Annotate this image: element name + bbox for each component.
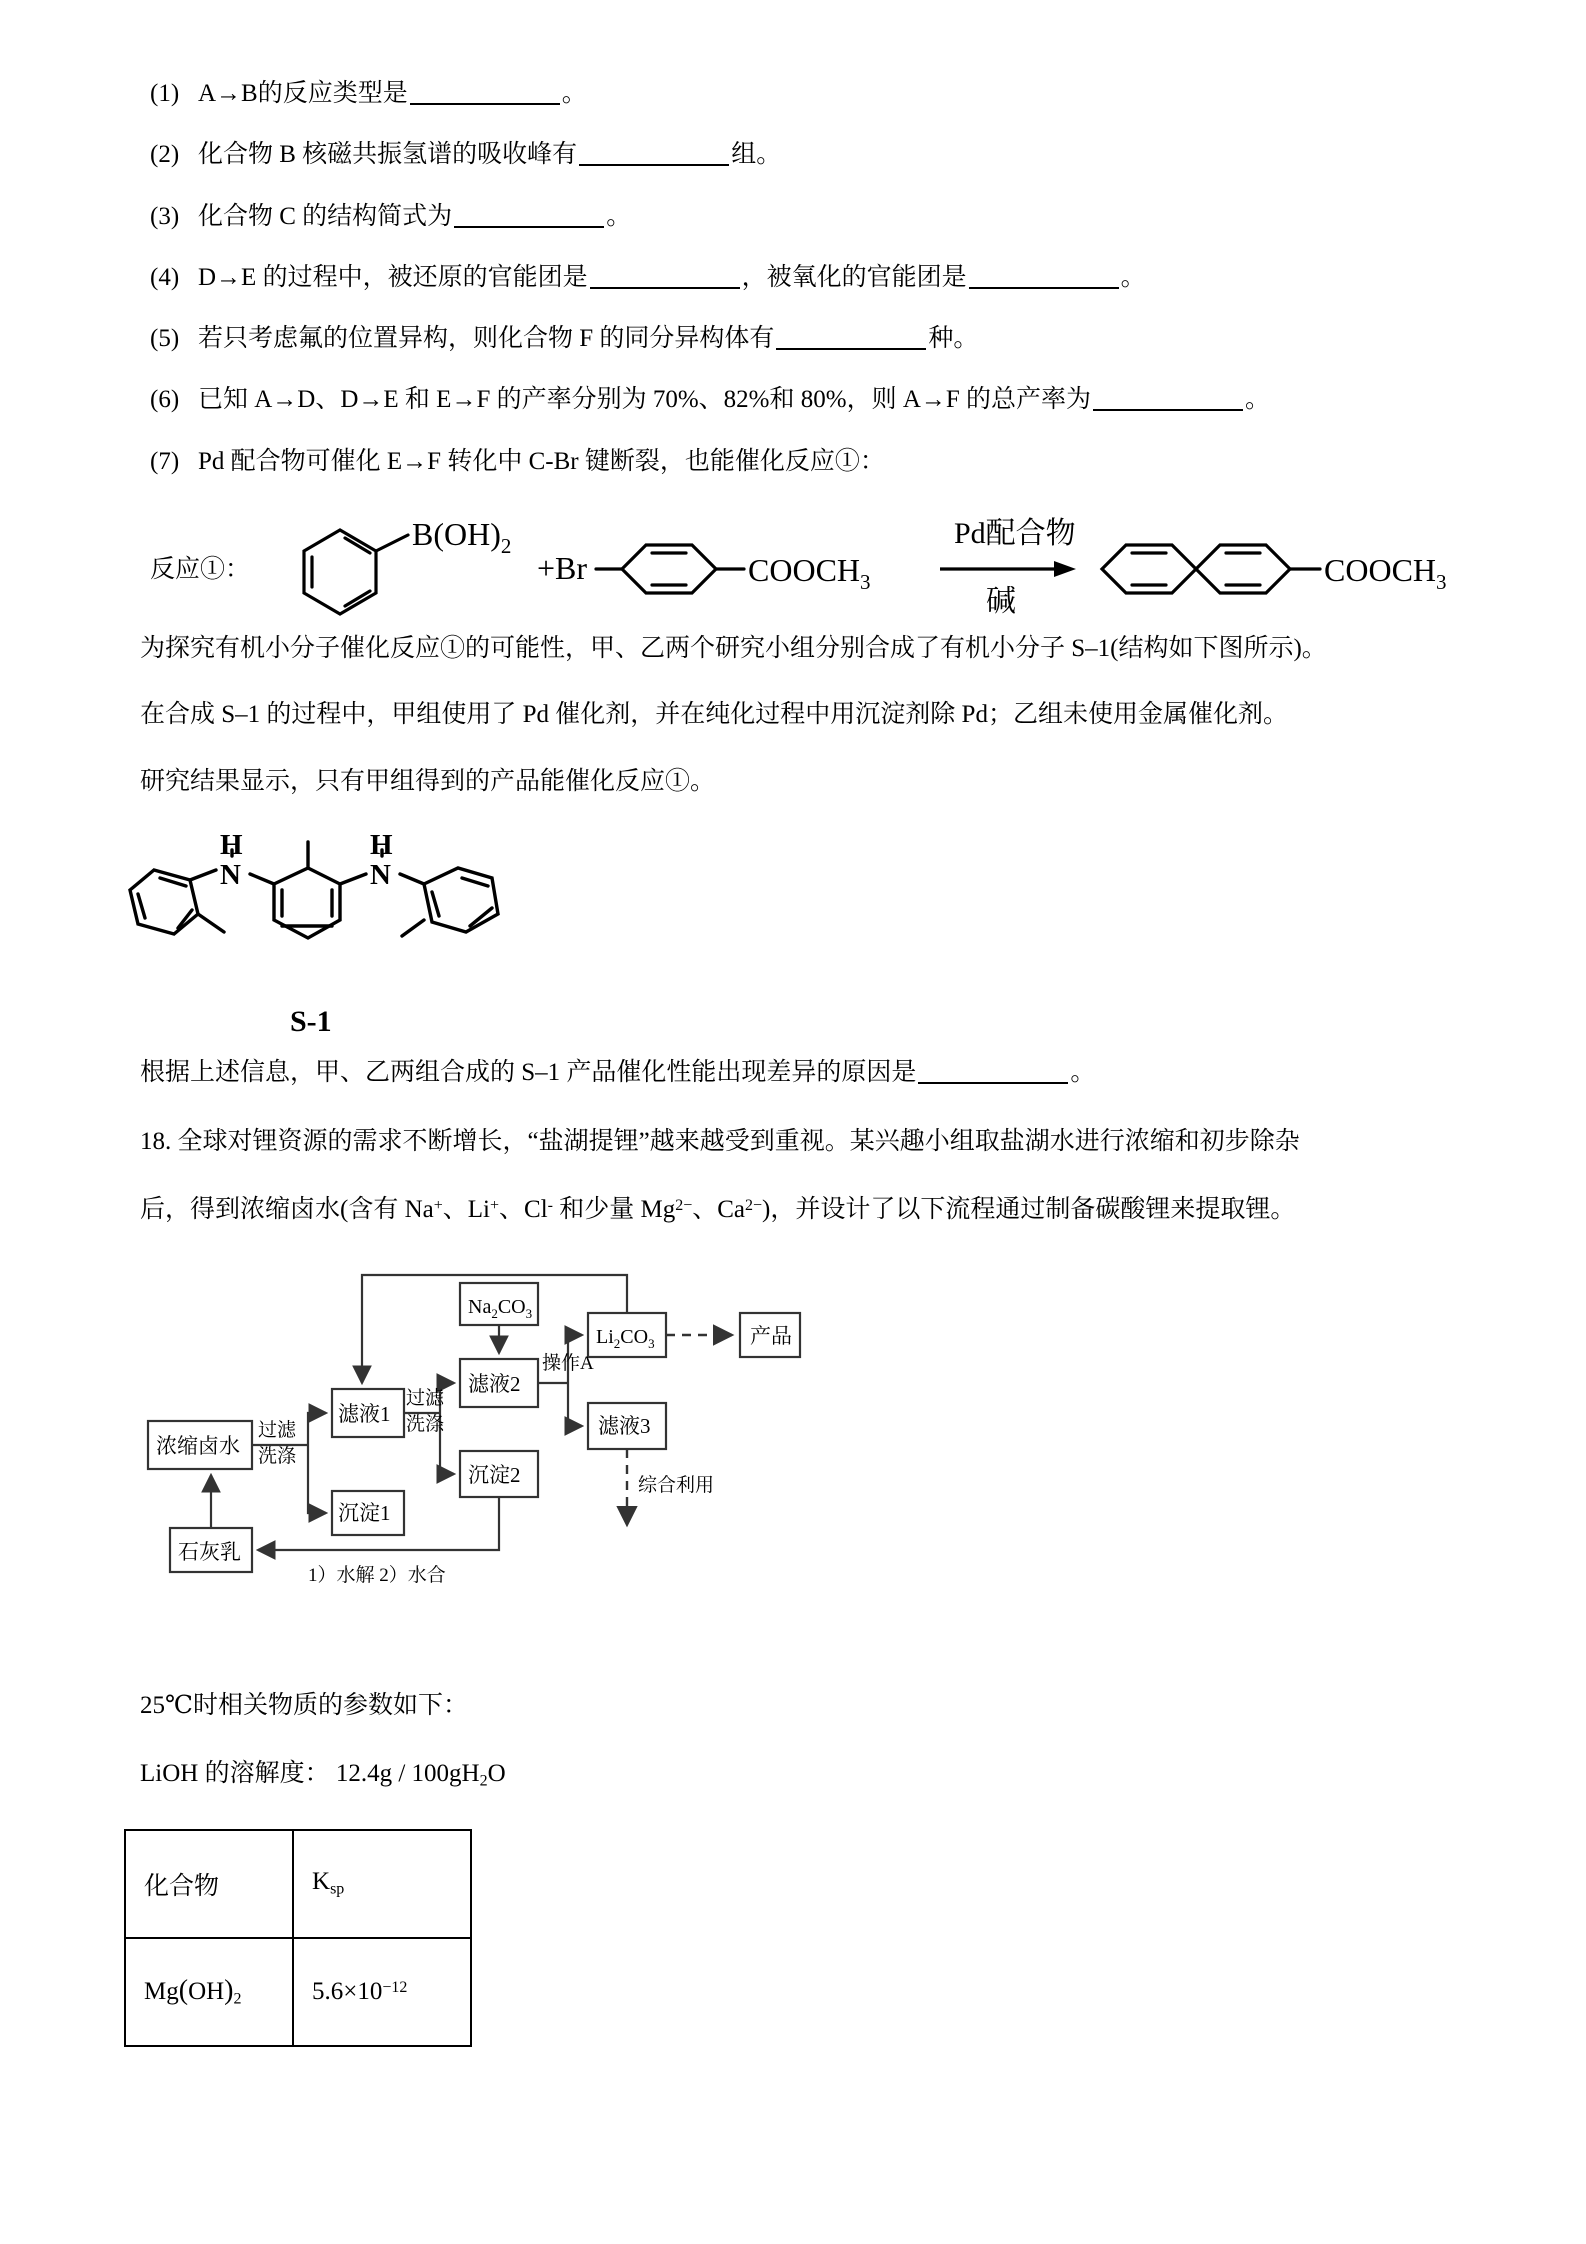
question-text: Pd 配合物可催化 E→F 转化中 C-Br 键断裂，也能催化反应①： xyxy=(198,447,885,475)
base-condition-label: 碱 xyxy=(986,584,1017,618)
flow-edge-operation-a: 操作A xyxy=(542,1352,594,1374)
lioh-solubility xyxy=(0,1758,1586,1792)
q18-text-a: 后，得到浓缩卤水(含有 Na xyxy=(140,1196,434,1224)
q18-text-e: 、Ca xyxy=(692,1196,746,1224)
paragraph-2: 在合成 S–1 的过程中，甲组使用了 Pd 催化剂，并在纯化过程中用沉淀剂除 Pd；乙组未使用金属催化剂。 xyxy=(140,701,1288,729)
q18-text-d: 和少量 Mg xyxy=(552,1196,676,1224)
lioh-text-b: O xyxy=(487,1760,506,1788)
catalyst-condition-label: Pd配合物 xyxy=(954,516,1076,550)
answer-blank[interactable] xyxy=(969,287,1119,289)
flow-node-product: 产品 xyxy=(750,1323,792,1348)
question-number: (5) xyxy=(150,325,180,352)
answer-blank[interactable] xyxy=(1093,409,1243,411)
question-number: (3) xyxy=(150,202,180,230)
question-item-1 xyxy=(0,78,1586,109)
after-s1-question xyxy=(0,1057,1586,1090)
flow-node-na2co3: $Na_2CO_3$ xyxy=(468,1295,533,1321)
question-item-6 xyxy=(0,384,1586,415)
table-row xyxy=(125,1938,471,2046)
answer-blank[interactable] xyxy=(454,226,604,228)
question-number: (2) xyxy=(150,141,180,169)
answer-blank[interactable] xyxy=(918,1082,1068,1084)
mg-charge: 2− xyxy=(675,1197,693,1215)
paragraph-1: 为探究有机小分子催化反应①的可能性，甲、乙两个研究小组分别合成了有机小分子 S–1(结构如下图所示)。 xyxy=(140,634,1327,662)
question-number: (6) xyxy=(150,386,180,414)
table-header-compound: 化合物 xyxy=(125,1830,293,1938)
question-text: 化合物 B 核磁共振氢谱的吸收峰有 xyxy=(198,141,578,169)
question-item-5 xyxy=(0,323,1586,354)
process-flowchart xyxy=(0,1263,1586,1598)
flow-edge-hydrolysis: 1）水解 2）水合 xyxy=(308,1564,446,1586)
question-number: (7) xyxy=(150,447,180,475)
question-number: (1) xyxy=(150,80,180,107)
q18-text-c: 、Cl xyxy=(499,1196,548,1224)
flow-node-precip1: 沉淀1 xyxy=(338,1500,391,1525)
li-charge: + xyxy=(489,1197,500,1215)
ksp-table xyxy=(124,1829,472,2047)
flow-node-lime: 石灰乳 xyxy=(178,1539,241,1564)
flow-node-li2co3: $Li_2CO_3$ xyxy=(596,1325,655,1351)
answer-blank[interactable] xyxy=(410,103,560,105)
question-18-line-2 xyxy=(0,1194,1586,1227)
flow-node-filtrate3: 滤液3 xyxy=(598,1413,651,1438)
answer-blank[interactable] xyxy=(776,348,926,350)
plus-bromo-label: +Br xyxy=(537,549,588,586)
ca-charge: 2− xyxy=(745,1197,763,1215)
reaction-label: 反应①： xyxy=(150,555,251,583)
reaction-scheme-svg xyxy=(264,507,1447,627)
boronic-acid-label: $B(OH)_2$ xyxy=(412,515,512,558)
flow-node-filtrate1: 滤液1 xyxy=(338,1401,391,1426)
s1-caption: S-1 xyxy=(290,1005,332,1039)
answer-blank[interactable] xyxy=(590,287,740,289)
cl-charge: - xyxy=(547,1197,553,1215)
question-text: 若只考虑氟的位置异构，则化合物 F 的同分异构体有 xyxy=(198,325,775,352)
q18-text-b: 、Li xyxy=(442,1196,490,1224)
s1-structure-svg xyxy=(120,829,540,1012)
paragraph-3: 研究结果显示，只有甲组得到的产品能催化反应①。 xyxy=(140,767,716,795)
table-header-ksp: $K_{sp}$ xyxy=(293,1830,471,1938)
question-text-mid: ，被氧化的官能团是 xyxy=(741,263,967,291)
flow-edge-filter-1: 过滤 xyxy=(258,1419,297,1441)
params-title: 25℃时相关物质的参数如下： xyxy=(140,1691,468,1719)
answer-blank[interactable] xyxy=(579,164,729,166)
flow-edge-filter-2: 过滤 xyxy=(406,1387,445,1409)
flow-edge-comprehensive: 综合利用 xyxy=(638,1474,715,1496)
lioh-subscript: 2 xyxy=(479,1772,488,1790)
question-item-7 xyxy=(0,446,1586,477)
na-charge: + xyxy=(433,1197,443,1215)
table-cell-ksp-value: $5.6\times 10^{-12}$ xyxy=(293,1938,471,2046)
question-item-4 xyxy=(0,262,1586,293)
after-s1-text: 根据上述信息，甲、乙两组合成的 S–1 产品催化性能出现差异的原因是 xyxy=(140,1059,917,1087)
question-item-2 xyxy=(0,139,1586,170)
methyl-ester-label: $COOCH_3$ xyxy=(748,551,871,594)
question-suffix: 。 xyxy=(1245,386,1271,414)
question-item-3 xyxy=(0,201,1586,232)
question-text: 化合物 C 的结构简式为 xyxy=(198,202,453,230)
question-suffix: 。 xyxy=(561,80,587,107)
s1-structure xyxy=(0,829,1586,1017)
h-label-left: H xyxy=(220,829,243,862)
table-cell-compound: $Mg(OH)_2$ xyxy=(125,1938,293,2046)
question-text: 已知 A→D、D→E 和 E→F 的产率分别为 70%、82%和 80%，则 A→F 的总产率为 xyxy=(198,386,1092,414)
flow-edge-wash-2: 洗涤 xyxy=(406,1413,445,1435)
flow-edge-wash-1: 洗涤 xyxy=(258,1445,297,1467)
question-number: (4) xyxy=(150,263,180,291)
question-text: A→B的反应类型是 xyxy=(198,80,408,107)
q18-text-f: )，并设计了以下流程通过制备碳酸锂来提取锂。 xyxy=(762,1196,1296,1224)
flowchart-svg xyxy=(140,1263,940,1593)
flow-node-brine: 浓缩卤水 xyxy=(156,1433,240,1458)
n-label-left: N xyxy=(220,859,241,892)
question-suffix: 种。 xyxy=(928,325,979,352)
question-18-line-1: 18. 全球对锂资源的需求不断增长，“盐湖提锂”越来越受到重视。某兴趣小组取盐湖水进行浓缩和初步除杂 xyxy=(140,1127,1300,1155)
lioh-text-a: LiOH 的溶解度： 12.4g / 100gH xyxy=(140,1760,480,1788)
table-header-row xyxy=(125,1830,471,1938)
flow-node-filtrate2: 滤液2 xyxy=(468,1371,521,1396)
question-text: D→E 的过程中，被还原的官能团是 xyxy=(198,263,588,291)
product-ester-label: $COOCH_3$ xyxy=(1324,551,1447,594)
question-suffix: 。 xyxy=(1120,263,1146,291)
question-suffix: 组。 xyxy=(731,141,782,169)
question-suffix: 。 xyxy=(606,202,632,230)
after-s1-suffix: 。 xyxy=(1070,1059,1096,1087)
h-label-right: H xyxy=(370,829,393,862)
flow-node-precip2: 沉淀2 xyxy=(468,1462,521,1487)
n-label-right: N xyxy=(370,859,391,892)
reaction-scheme xyxy=(0,507,1586,627)
